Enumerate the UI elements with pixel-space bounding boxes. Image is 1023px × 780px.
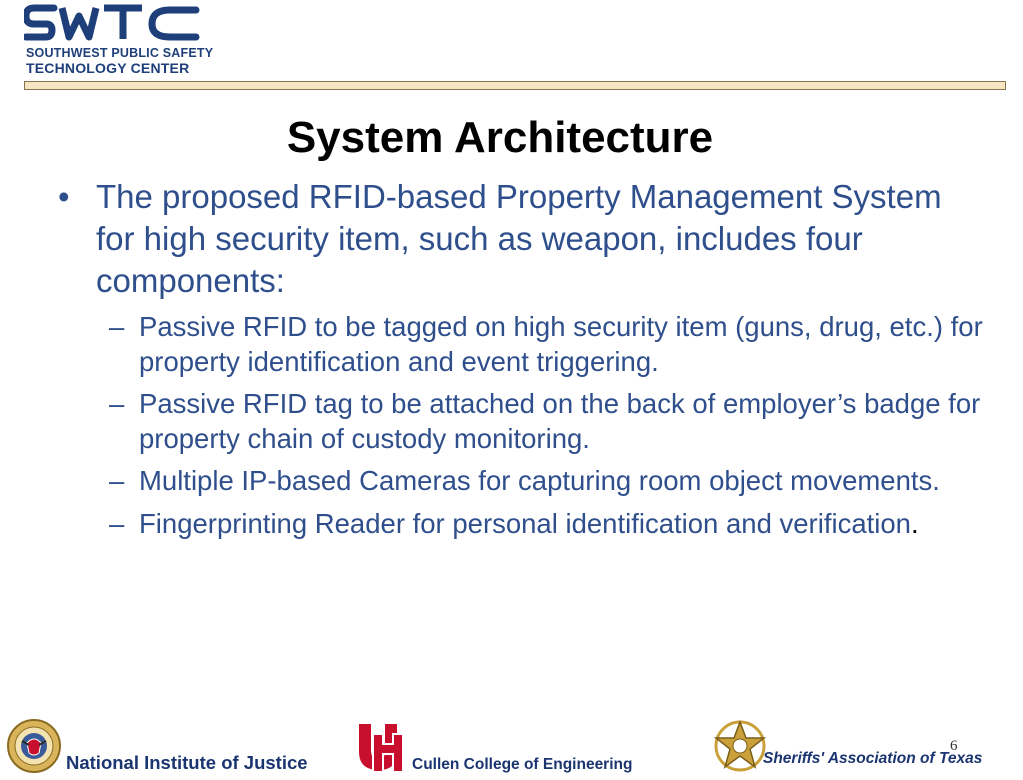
swtc-logo-mark <box>24 4 210 44</box>
main-bullet <box>54 176 984 302</box>
nij-logo-text: National Institute of Justice <box>66 752 308 773</box>
cullen-logo-text: Cullen College of Engineering <box>412 756 633 773</box>
sub-bullet-period: . <box>910 507 919 539</box>
sub-bullet-item <box>54 387 984 456</box>
sub-bullet-text: Fingerprinting Reader for personal identification and verification <box>139 507 911 539</box>
header-divider-bar <box>24 81 1006 90</box>
sub-bullet-item <box>54 507 984 542</box>
logo-line-2: TECHNOLOGY CENTER <box>26 60 190 76</box>
sub-bullet-text: Passive RFID tag to be attached on the back of employer’s badge for property chain of custody monitoring. <box>139 388 981 454</box>
sub-bullet-item <box>54 464 984 499</box>
uh-logo-icon <box>355 720 407 776</box>
sub-bullet-list <box>54 310 984 541</box>
bullet-marker: • <box>58 178 70 215</box>
sheriffs-logo-text: Sheriffs' Association of Texas <box>763 750 983 767</box>
slide-title: System Architecture <box>286 113 714 162</box>
sub-bullet-text: Passive RFID to be tagged on high security item (guns, drug, etc.) for property identification and event triggering. <box>139 311 983 377</box>
sheriff-star-icon <box>712 718 768 774</box>
dash-marker: – <box>109 507 125 539</box>
page-number: 6 <box>950 738 958 754</box>
logo-line-1: SOUTHWEST PUBLIC SAFETY <box>26 46 214 60</box>
main-bullet-text: The proposed RFID-based Property Management System for high security item, such as weapon, includes four components: <box>96 178 942 299</box>
sub-bullet-text: Multiple IP-based Cameras for capturing room object movements. <box>139 465 940 496</box>
swtc-logo <box>24 4 214 74</box>
dash-marker: – <box>109 388 125 419</box>
sub-bullet-item <box>54 310 984 379</box>
slide-content <box>54 176 984 549</box>
dash-marker: – <box>109 311 125 342</box>
dash-marker: – <box>109 465 125 496</box>
doj-seal-icon <box>6 717 62 775</box>
